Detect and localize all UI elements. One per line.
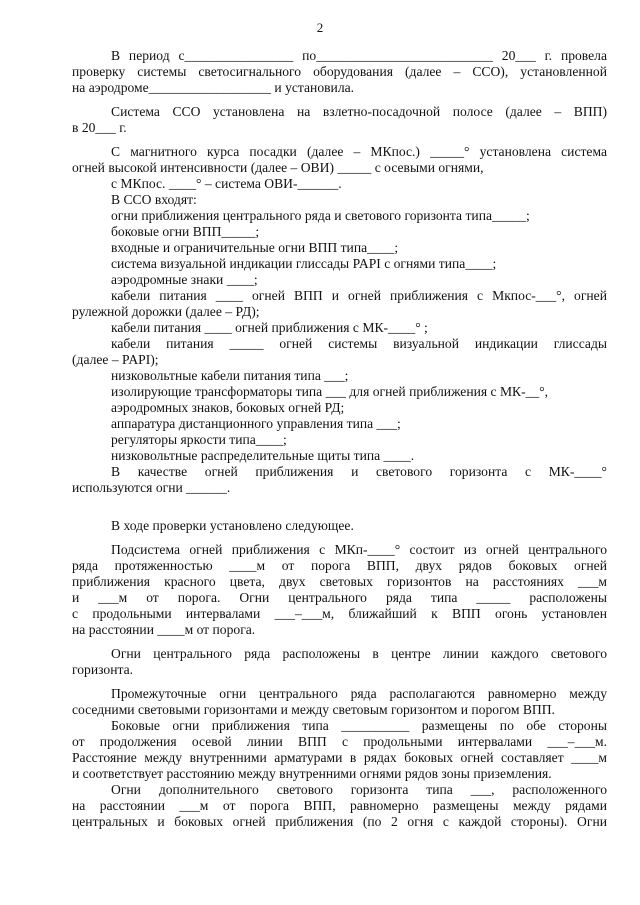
text-line: Расстояние между внутренними арматурами в рядах боковых огней составляет ____м [72, 750, 607, 765]
paragraph-spacer [72, 136, 607, 144]
document-body [72, 48, 607, 830]
paragraph-p5 [72, 288, 607, 320]
text-line: соседними световыми горизонтами и между световым горизонтом и порогом ВПП. [72, 702, 555, 717]
text-line: аэродромных знаков, боковых огней РД; [111, 400, 345, 415]
paragraph-p11 [72, 542, 607, 638]
paragraph-p12 [72, 646, 607, 678]
paragraph-p6 [72, 320, 607, 336]
text-line: на расстоянии ____м от порога. [72, 622, 256, 637]
text-line: аэродромные знаки ____; [111, 272, 258, 287]
text-line: Огни центрального ряда расположены в центре линии каждого светового [111, 646, 607, 661]
text-line: С магнитного курса посадки (далее – МКпос.) _____° установлена система [111, 144, 607, 159]
text-line: регуляторы яркости типа____; [111, 432, 287, 447]
text-line: низковольтные распределительные щиты типа ____. [111, 448, 415, 463]
paragraph-p3 [72, 144, 607, 176]
text-line: Промежуточные огни центрального ряда располагаются равномерно между [111, 686, 607, 701]
paragraph-p4 [72, 176, 607, 288]
text-line: и ___м от порога. Огни центрального ряда типа _____ расположены [72, 590, 607, 605]
text-line: ряда протяженностью ____м от порога ВПП, двух рядов боковых огней [72, 558, 607, 573]
paragraph-spacer [72, 534, 607, 542]
text-line: от продолжения осевой линии ВПП с продольными интервалами ___–___м. [72, 734, 607, 749]
paragraph-p2 [72, 104, 607, 136]
text-line: система визуальной индикации глиссады PAPI с огнями типа____; [111, 256, 497, 271]
text-line: проверку системы светосигнального оборудования (далее – ССО), установленной [72, 64, 607, 79]
text-line: и соответствует расстоянию между внутренними огнями рядов зоны приземления. [72, 766, 552, 781]
text-line: горизонта. [72, 662, 134, 677]
text-line: Подсистема огней приближения с МКп-____° состоит из огней центрального [111, 542, 607, 557]
text-line: приближения красного цвета, двух световых горизонтов на расстояниях ___м [72, 574, 607, 589]
text-line: Система ССО установлена на взлетно-посадочной полосе (далее – ВПП) [111, 104, 607, 119]
text-line: В ССО входят: [111, 192, 197, 207]
text-line: с продольными интервалами ___–___м, ближайший к ВПП огонь установлен [72, 606, 607, 621]
text-line: на расстоянии ___м от порога ВПП, равномерно размещены между рядами [72, 798, 607, 813]
text-line: центральных и боковых огней приближения (по 2 огня с каждой стороны). Огни [72, 814, 607, 829]
text-line: аппаратура дистанционного управления типа ___; [111, 416, 401, 431]
text-line: кабели питания ____ огней приближения с МК-____° ; [111, 320, 428, 335]
text-line: входные и ограничительные огни ВПП типа____; [111, 240, 399, 255]
text-line: огни приближения центрального ряда и светового горизонта типа_____; [111, 208, 530, 223]
text-line: Боковые огни приближения типа __________ размещены по обе стороны [111, 718, 607, 733]
paragraph-p14 [72, 718, 607, 782]
paragraph-p7 [72, 336, 607, 368]
text-line: Огни дополнительного светового горизонта типа ___, расположенного [111, 782, 607, 797]
paragraph-spacer [72, 96, 607, 104]
text-line: изолирующие трансформаторы типа ___ для огней приближения с МК-__°, [111, 384, 549, 399]
text-line: В период с________________ по__________________________ 20___ г. провела [111, 48, 607, 63]
text-line: рулежной дорожки (далее – РД); [72, 304, 260, 319]
paragraph-p15 [72, 782, 607, 830]
text-line: огней высокой интенсивности (далее – ОВИ) _____ с осевыми огнями, [72, 160, 484, 175]
text-line: используются огни ______. [72, 480, 231, 495]
text-line: (далее – PAPI); [72, 352, 159, 367]
paragraph-p9 [72, 464, 607, 496]
section-spacer [72, 496, 607, 518]
paragraph-p13 [72, 686, 607, 718]
text-line: В качестве огней приближения и светового горизонта с МК-____° [111, 464, 607, 479]
text-line: кабели питания ____ огней ВПП и огней приближения с Мкпос-___°, огней [111, 288, 607, 303]
text-line: низковольтные кабели питания типа ___; [111, 368, 349, 383]
text-line: боковые огни ВПП_____; [111, 224, 260, 239]
paragraph-p1 [72, 48, 607, 96]
paragraph-spacer [72, 678, 607, 686]
text-line: В ходе проверки установлено следующее. [111, 518, 354, 533]
text-line: с МКпос. ____° – система ОВИ-______. [111, 176, 342, 191]
paragraph-spacer [72, 638, 607, 646]
text-line: на аэродроме__________________ и установила. [72, 80, 355, 95]
paragraph-p8 [72, 368, 607, 464]
text-line: в 20___ г. [72, 120, 127, 135]
page-number: 2 [316, 20, 324, 35]
text-line: кабели питания _____ огней системы визуальной индикации глиссады [111, 336, 607, 351]
paragraph-p10 [72, 518, 607, 534]
